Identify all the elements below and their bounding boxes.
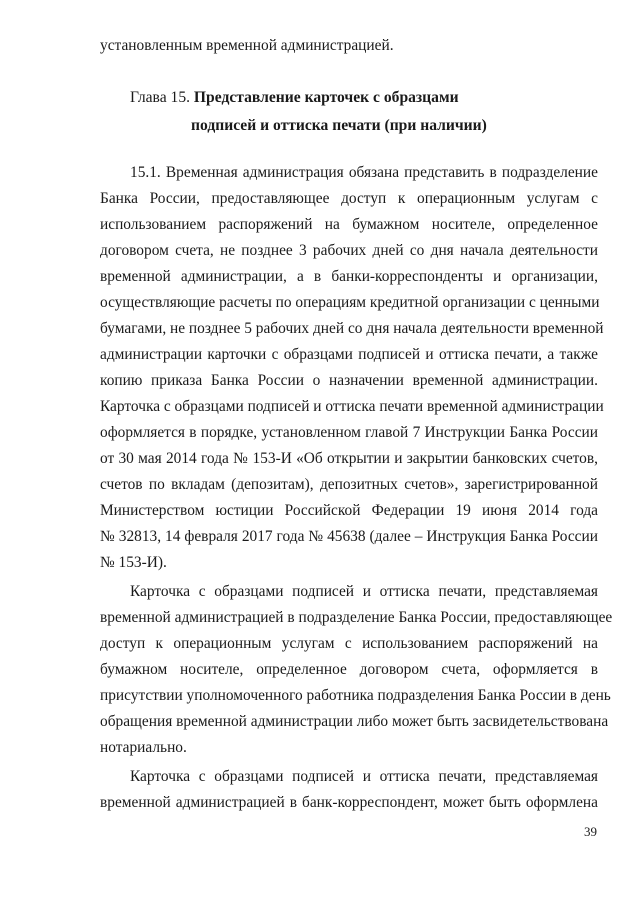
paragraph-line: договором счета, не позднее 3 рабочих дней со дня начала деятельности	[100, 242, 598, 259]
paragraph-line: осуществляющие расчеты по операциям кредитной организации с ценными	[100, 294, 600, 311]
chapter-heading-line-1	[130, 88, 459, 108]
paragraph-line: счетов по вкладам (депозитам), депозитных счетов», зарегистрированной	[100, 476, 598, 493]
paragraph-line: администрации карточки с образцами подписей и оттиска печати, а также	[100, 346, 598, 363]
paragraph-line: присутствии уполномоченного работника подразделения Банка России в день	[100, 687, 611, 704]
paragraph-line: Карточка с образцами подписей и оттиска печати, представляемая	[130, 583, 598, 600]
paragraph-line: бумажном носителе, определенное договором счета, оформляется в	[100, 661, 598, 678]
chapter-label: Глава 15.	[130, 89, 191, 106]
paragraph-line: от 30 мая 2014 года № 153-И «Об открытии и закрытии банковских счетов,	[100, 450, 598, 467]
paragraph-line: копию приказа Банка России о назначении временной администрации.	[100, 372, 598, 389]
paragraph-line: Карточка с образцами подписей и оттиска печати, представляемая	[130, 768, 598, 785]
paragraph-line: временной администрацией в подразделение Банка России, предоставляющее	[100, 609, 613, 626]
chapter-title-line-2: подписей и оттиска печати (при наличии)	[191, 117, 487, 134]
chapter-heading-line-2	[191, 116, 487, 136]
paragraph-line: Карточка с образцами подписей и оттиска печати временной администрации	[100, 398, 604, 415]
continuation-line: установленным временной администрацией.	[100, 37, 394, 54]
paragraph-line: Министерством юстиции Российской Федерации 19 июня 2014 года	[100, 502, 598, 519]
paragraph-line: № 32813, 14 февраля 2017 года № 45638 (далее – Инструкция Банка России	[100, 528, 598, 545]
page-number: 39	[584, 824, 597, 839]
paragraph-line: временной администрации, а в банки-корреспонденты и организации,	[100, 268, 598, 285]
paragraph-line: использованием распоряжений на бумажном носителе, определенное	[100, 216, 598, 233]
paragraph-line: Банка России, предоставляющее доступ к операционным услугам с	[100, 190, 598, 207]
paragraph-line: обращения временной администрации либо может быть засвидетельствована	[100, 713, 609, 730]
paragraph-line: нотариально.	[100, 739, 187, 756]
paragraph-line: № 153-И).	[100, 554, 167, 571]
paragraph-line: бумагами, не позднее 5 рабочих дней со дня начала деятельности временной	[100, 320, 604, 337]
paragraph-line: временной администрацией в банк-корреспондент, может быть оформлена	[100, 794, 598, 811]
chapter-title-line-1: Представление карточек с образцами	[193, 89, 459, 106]
paragraph-line: доступ к операционным услугам с использованием распоряжений на	[100, 635, 598, 652]
paragraph-line: оформляется в порядке, установленном главой 7 Инструкции Банка России	[100, 424, 598, 441]
paragraph-line: 15.1. Временная администрация обязана представить в подразделение	[130, 164, 598, 181]
